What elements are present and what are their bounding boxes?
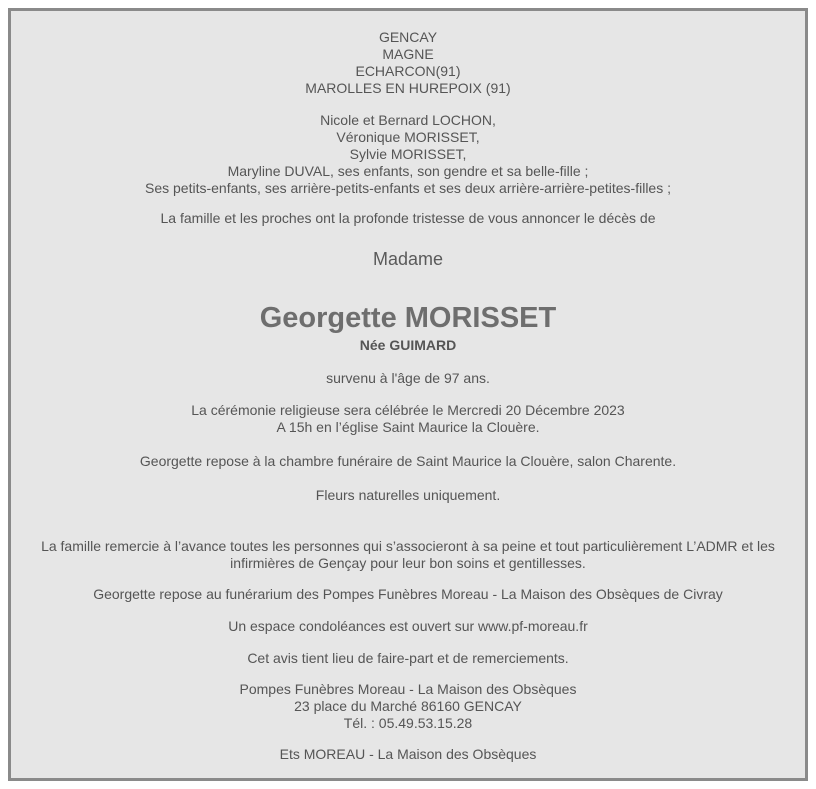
footer (11, 746, 805, 763)
ceremony-line: La cérémonie religieuse sera célébrée le Mercredi 20 Décembre 2023 (191, 402, 625, 418)
condolences (11, 618, 805, 635)
company-line: Tél. : 05.49.53.15.28 (343, 715, 473, 731)
notice (11, 650, 805, 667)
thanks (11, 538, 805, 572)
place-line: ECHARCON(91) (355, 63, 461, 79)
notice-text: Cet avis tient lieu de faire-part et de remerciements. (247, 650, 569, 666)
announcement-text: La famille et les proches ont la profonde tristesse de vous annoncer le décès de (160, 210, 656, 226)
repose-text: Georgette repose à la chambre funéraire de Saint Maurice la Clouère, salon Charente. (139, 453, 677, 469)
age (11, 370, 805, 387)
title (11, 249, 805, 269)
title-text: Madame (372, 249, 444, 269)
family-line: Nicole et Bernard LOCHON, (320, 112, 496, 128)
ceremony (11, 402, 805, 436)
maiden-name-text: Née GUIMARD (359, 337, 457, 353)
company-line: Pompes Funèbres Moreau - La Maison des Obsèques (239, 681, 577, 697)
ceremony-line: A 15h en l’église Saint Maurice la Clouère. (276, 419, 540, 435)
age-text: survenu à l'âge de 97 ans. (326, 370, 490, 386)
company-info (11, 681, 805, 732)
family-line: Véronique MORISSET, (336, 129, 480, 145)
family-line: Sylvie MORISSET, (349, 146, 467, 162)
company-line: 23 place du Marché 86160 GENCAY (294, 698, 522, 714)
funerarium-text: Georgette repose au funérarium des Pompes Funèbres Moreau - La Maison des Obsèques de Civray (93, 586, 723, 602)
place-line: MAROLLES EN HUREPOIX (91) (305, 80, 511, 96)
funerarium (11, 586, 805, 603)
thanks-text: La famille remercie à l’avance toutes les personnes qui s’associeront à sa peine et tout particulièrement L’ADMR et les infirmières de Gençay pour leur bon soins et gentillesses. (41, 538, 775, 571)
place-line: GENCAY (378, 29, 438, 45)
deceased-name (11, 301, 805, 335)
maiden-name (11, 337, 805, 354)
family-list (11, 112, 805, 197)
deceased-name-text: Georgette MORISSET (259, 302, 557, 334)
obituary-notice (8, 8, 808, 781)
repose (11, 453, 805, 470)
family-line: Ses petits-enfants, ses arrière-petits-enfants et ses deux arrière-arrière-petites-filles ; (145, 180, 671, 196)
family-line: Maryline DUVAL, ses enfants, son gendre et sa belle-fille ; (227, 163, 589, 179)
condolences-text: Un espace condoléances est ouvert sur www.pf-moreau.fr (228, 618, 588, 634)
footer-text: Ets MOREAU - La Maison des Obsèques (279, 746, 537, 762)
place-line: MAGNE (382, 46, 434, 62)
header-places (11, 29, 805, 97)
flowers-text: Fleurs naturelles uniquement. (315, 487, 501, 503)
flowers (11, 487, 805, 504)
announcement (11, 210, 805, 227)
